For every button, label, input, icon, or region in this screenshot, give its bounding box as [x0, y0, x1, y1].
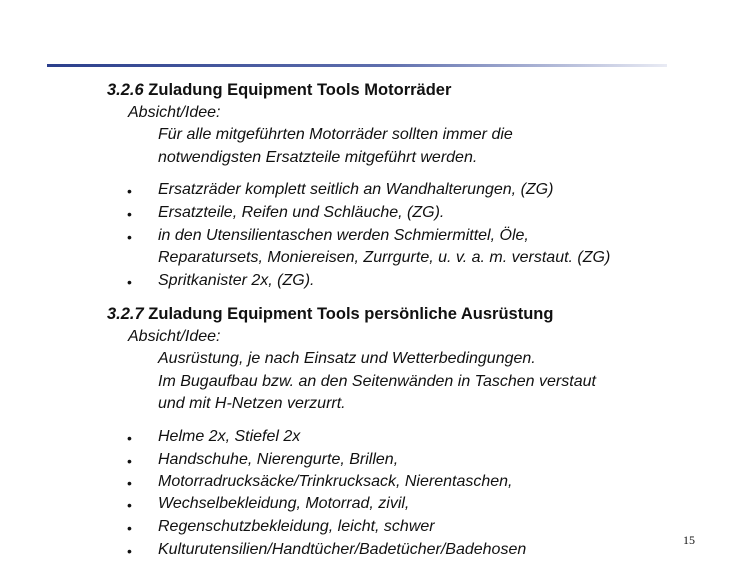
intent-line: und mit H-Netzen verzurrt.	[158, 395, 346, 412]
list-item: Spritkanister 2x, (ZG).	[158, 272, 315, 289]
section-number: 3.2.6	[107, 81, 144, 99]
bullet-marker: •	[127, 475, 132, 491]
bullet-marker: •	[127, 453, 132, 469]
list-item: Wechselbekleidung, Motorrad, zivil,	[158, 495, 410, 512]
header-rule	[47, 64, 667, 67]
intent-label: Absicht/Idee:	[128, 104, 221, 121]
bullet-marker: •	[127, 183, 132, 199]
list-item: Helme 2x, Stiefel 2x	[158, 428, 301, 445]
bullet-marker: •	[127, 543, 132, 559]
section-heading-3-2-7	[107, 304, 553, 324]
section-title: Zuladung Equipment Tools persönliche Ausrüstung	[148, 305, 554, 323]
intent-line: Ausrüstung, je nach Einsatz und Wetterbedingungen.	[158, 350, 536, 367]
intent-label: Absicht/Idee:	[128, 328, 221, 345]
section-heading-3-2-6	[107, 80, 451, 100]
bullet-marker: •	[127, 229, 132, 245]
bullet-marker: •	[127, 497, 132, 513]
intent-line: Im Bugaufbau bzw. an den Seitenwänden in Taschen verstaut	[158, 373, 596, 390]
section-number: 3.2.7	[107, 305, 144, 323]
intent-line: Für alle mitgeführten Motorräder sollten immer die	[158, 126, 513, 143]
list-item: Kulturutensilien/Handtücher/Badetücher/Badehosen	[158, 541, 527, 558]
list-item: Handschuhe, Nierengurte, Brillen,	[158, 451, 399, 468]
page-number: 15	[683, 533, 695, 547]
bullet-marker: •	[127, 520, 132, 536]
list-item: Ersatzteile, Reifen und Schläuche, (ZG).	[158, 204, 445, 221]
intent-line: notwendigsten Ersatzteile mitgeführt werden.	[158, 149, 478, 166]
bullet-marker: •	[127, 430, 132, 446]
list-item: Motorradrucksäcke/Trinkrucksack, Nierentaschen,	[158, 473, 513, 490]
section-title: Zuladung Equipment Tools Motorräder	[148, 81, 452, 99]
list-item: Regenschutzbekleidung, leicht, schwer	[158, 518, 435, 535]
bullet-marker: •	[127, 274, 132, 290]
list-item: in den Utensilientaschen werden Schmiermittel, Öle,	[158, 227, 529, 244]
list-item: Ersatzräder komplett seitlich an Wandhalterungen, (ZG)	[158, 181, 554, 198]
list-item-continuation: Reparatursets, Moniereisen, Zurrgurte, u. v. a. m. verstaut. (ZG)	[158, 249, 611, 266]
bullet-marker: •	[127, 206, 132, 222]
